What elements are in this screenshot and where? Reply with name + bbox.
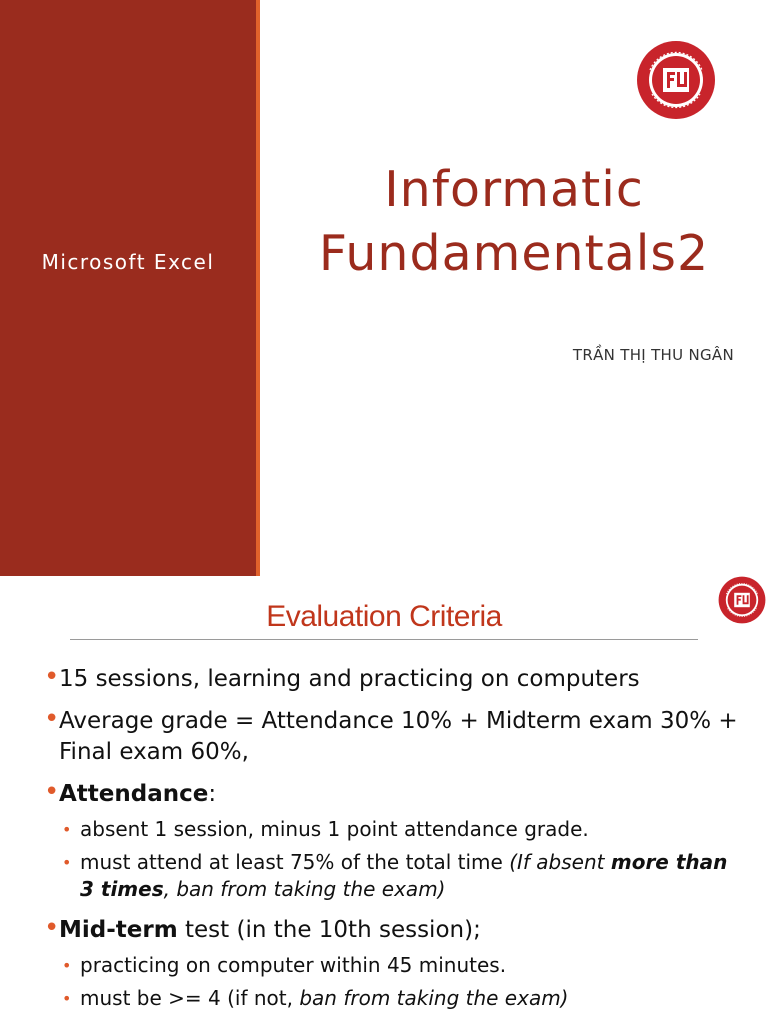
left-color-panel (0, 0, 256, 576)
bullet-icon: • (62, 989, 72, 1008)
bullet-icon: • (62, 853, 72, 872)
title-line-2: Fundamentals2 (318, 225, 710, 282)
bullet-icon: • (62, 820, 72, 839)
bullet-icon: • (44, 704, 60, 734)
title-line-1: Informatic (384, 161, 644, 218)
list-item: • 15 sessions, learning and practicing on computers (44, 662, 640, 692)
university-logo-icon (636, 40, 716, 120)
slide-title: Evaluation Criteria (266, 600, 502, 633)
bullet-icon: • (44, 913, 60, 943)
list-item: • Average grade = Attendance 10% + Midterm exam 30% + Final exam 60%, (44, 704, 738, 765)
list-item: • absent 1 session, minus 1 point attendance grade. (62, 817, 589, 841)
bullet-icon: • (44, 662, 60, 692)
list-item: • practicing on computer within 45 minutes. (62, 953, 507, 977)
accent-divider (256, 0, 260, 576)
list-item: • must be >= 4 (if not, ban from taking the exam) (62, 986, 569, 1010)
slide-subtitle: Microsoft Excel (41, 250, 215, 274)
criteria-slide (0, 576, 768, 1024)
slide-title (260, 158, 768, 286)
list-item: • Mid-term test (in the 10th session); (44, 913, 481, 943)
bullet-icon: • (62, 956, 72, 975)
title-rule (70, 639, 698, 640)
university-logo-icon (718, 576, 766, 624)
bullet-list (44, 664, 744, 1018)
author-name: TRẦN THỊ THU NGÂN (572, 346, 734, 364)
bullet-icon: • (44, 777, 60, 807)
list-item: • Attendance: (44, 777, 217, 807)
list-item: • must attend at least 75% of the total time (If absent more than 3 times, ban from taking the exam) (62, 850, 728, 901)
